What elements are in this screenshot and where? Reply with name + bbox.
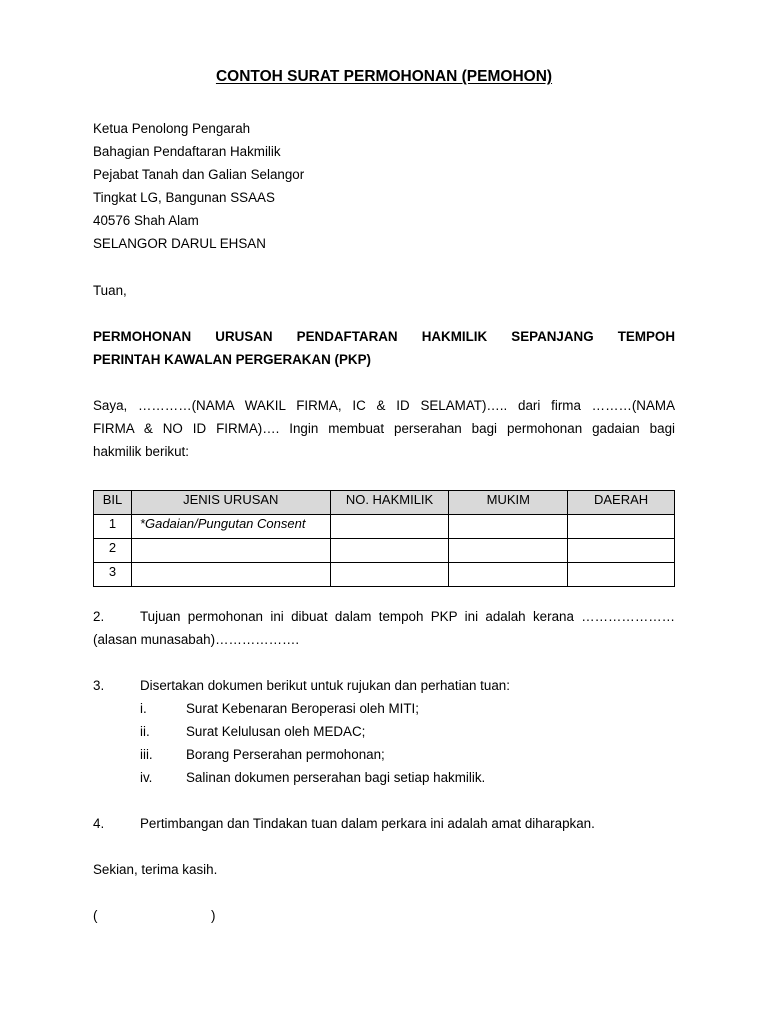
cell-jenis-urusan: *Gadaian/Pungutan Consent <box>131 515 330 539</box>
recipient-line: 40576 Shah Alam <box>93 213 199 228</box>
table-header-row <box>94 491 675 515</box>
cell-mukim <box>449 539 568 563</box>
para2-number: 2. <box>93 609 105 624</box>
cell-bil: 3 <box>94 563 132 587</box>
intro-line: FIRMA & NO ID FIRMA)…. Ingin membuat perserahan bagi permohonan gadaian bagi <box>93 421 675 436</box>
cell-no-hakmilik <box>330 539 449 563</box>
subject-line: PERMOHONAN URUSAN PENDAFTARAN HAKMILIK SEPANJANG TEMPOH <box>93 329 675 344</box>
para2-line: (alasan munasabah)………………. <box>93 632 300 647</box>
para4-number: 4. <box>93 816 105 831</box>
cell-daerah <box>568 515 675 539</box>
salutation: Tuan, <box>93 283 127 298</box>
table-row <box>94 515 675 539</box>
cell-bil: 2 <box>94 539 132 563</box>
page-title: CONTOH SURAT PERMOHONAN (PEMOHON) <box>215 68 553 85</box>
subject-heading <box>93 325 675 371</box>
para4-text: Pertimbangan dan Tindakan tuan dalam perkara ini adalah amat diharapkan. <box>140 816 595 831</box>
cell-jenis-urusan <box>131 539 330 563</box>
intro-line: Saya, …………(NAMA WAKIL FIRMA, IC & ID SELAMAT)….. dari firma ………(NAMA <box>93 398 675 413</box>
application-table <box>93 490 675 587</box>
recipient-line: SELANGOR DARUL EHSAN <box>93 236 266 251</box>
list-item-number: ii. <box>140 724 150 739</box>
list-item: Surat Kebenaran Beroperasi oleh MITI; <box>186 701 419 716</box>
intro-line: hakmilik berikut: <box>93 444 189 459</box>
table-row <box>94 539 675 563</box>
list-item-number: iii. <box>140 747 153 762</box>
signature-open-bracket: ( <box>93 908 98 923</box>
list-item: Salinan dokumen perserahan bagi setiap hakmilik. <box>186 770 486 785</box>
cell-daerah <box>568 563 675 587</box>
recipient-line: Pejabat Tanah dan Galian Selangor <box>93 167 305 182</box>
list-item: Borang Perserahan permohonan; <box>186 747 385 762</box>
closing: Sekian, terima kasih. <box>93 862 218 877</box>
para3-number: 3. <box>93 678 105 693</box>
list-item-number: i. <box>140 701 147 716</box>
header-mukim: MUKIM <box>449 491 568 515</box>
list-item-number: iv. <box>140 770 153 785</box>
subject-line: PERINTAH KAWALAN PERGERAKAN (PKP) <box>93 352 371 367</box>
header-no-hakmilik: NO. HAKMILIK <box>330 491 449 515</box>
recipient-line: Bahagian Pendaftaran Hakmilik <box>93 144 281 159</box>
header-daerah: DAERAH <box>568 491 675 515</box>
cell-jenis-urusan <box>131 563 330 587</box>
table-row <box>94 563 675 587</box>
cell-mukim <box>449 563 568 587</box>
cell-daerah <box>568 539 675 563</box>
recipient-address <box>93 117 675 255</box>
cell-mukim <box>449 515 568 539</box>
cell-no-hakmilik <box>330 515 449 539</box>
cell-bil: 1 <box>94 515 132 539</box>
para3-text: Disertakan dokumen berikut untuk rujukan dan perhatian tuan: <box>140 678 510 693</box>
signature-close-bracket: ) <box>211 908 216 923</box>
para2-line: Tujuan permohonan ini dibuat dalam tempoh PKP ini adalah kerana ………………… <box>140 609 675 624</box>
cell-no-hakmilik <box>330 563 449 587</box>
recipient-line: Ketua Penolong Pengarah <box>93 121 251 136</box>
recipient-line: Tingkat LG, Bangunan SSAAS <box>93 190 275 205</box>
header-jenis-urusan: JENIS URUSAN <box>131 491 330 515</box>
para2-paragraph <box>93 605 675 651</box>
intro-paragraph <box>93 394 675 463</box>
header-bil: BIL <box>94 491 132 515</box>
list-item: Surat Kelulusan oleh MEDAC; <box>186 724 366 739</box>
